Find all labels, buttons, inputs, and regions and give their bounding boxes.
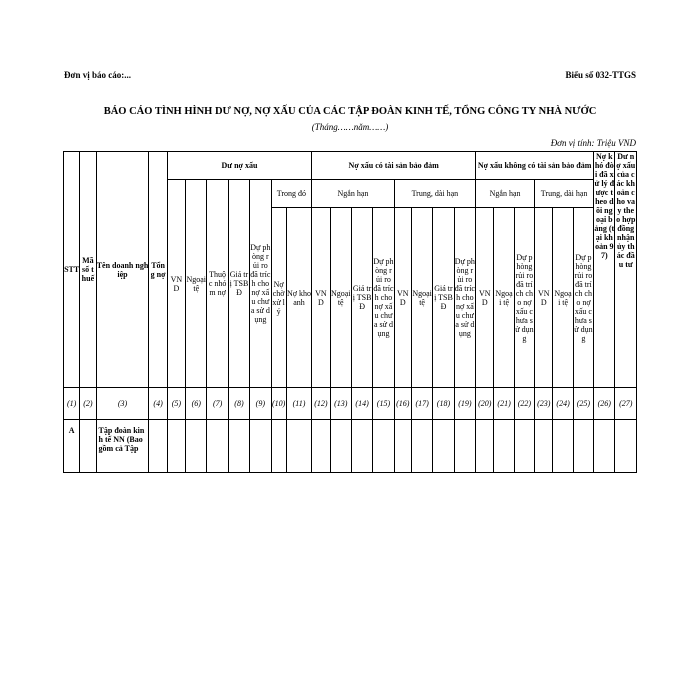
col-number: (21): [494, 388, 514, 420]
col-number: (2): [80, 388, 96, 420]
col-co-tsbd-tdh-vnd: VND: [394, 208, 411, 388]
table-cell: [594, 420, 615, 473]
col-number: (22): [514, 388, 534, 420]
table-cell: [271, 420, 286, 473]
report-period: (Tháng……năm……): [311, 122, 389, 132]
col-co-tsbd-tdh-ngoai-te: Ngoại tệ: [411, 208, 432, 388]
col-number: (26): [594, 388, 615, 420]
col-number: (3): [96, 388, 149, 420]
table-cell: [80, 420, 96, 473]
col-number: (19): [454, 388, 475, 420]
col-khong-tsbd-trung-dai-han: Trung, dài hạn: [535, 180, 594, 208]
table-cell: [494, 420, 514, 473]
table-cell: [330, 420, 351, 473]
col-number: (17): [411, 388, 432, 420]
col-number: (23): [535, 388, 553, 420]
col-number: (7): [207, 388, 228, 420]
table-cell: [615, 420, 637, 473]
table-row: [64, 420, 637, 473]
col-no-kho-doi: Nợ khó đòi đã xử lý được theo dõi ngoại bảng (tại khoản 97): [594, 152, 615, 388]
col-number: (18): [433, 388, 454, 420]
reporting-unit-label: Đơn vị báo cáo:...: [64, 70, 131, 80]
col-du-phong: Dự phòng rủi ro đã trích cho nợ xấu chưa sử dụng: [250, 180, 271, 388]
report-title: BÁO CÁO TÌNH HÌNH DƯ NỢ, NỢ XẤU CỦA CÁC TẬP ĐOÀN KINH TẾ, TỔNG CÔNG TY NHÀ NƯỚC: [103, 106, 597, 117]
group-no-xau-co-tsbd: Nợ xấu có tài sản bảo đảm: [312, 152, 476, 180]
col-khong-tsbd-nh-vnd: VND: [476, 208, 494, 388]
col-number: (27): [615, 388, 637, 420]
col-khong-tsbd-tdh-vnd: VND: [535, 208, 553, 388]
col-vnd: VND: [167, 180, 185, 388]
col-stt: STT: [64, 152, 80, 388]
table-cell: [373, 420, 394, 473]
table-cell: [454, 420, 475, 473]
report-table: [63, 151, 637, 473]
col-co-tsbd-ngan-han: Ngắn hạn: [312, 180, 394, 208]
form-number: Biểu số 032-TTGS: [565, 70, 636, 80]
table-cell: [312, 420, 330, 473]
table-cell: [167, 420, 185, 473]
table-cell: [476, 420, 494, 473]
col-number: (1): [64, 388, 80, 420]
table-cell: [351, 420, 372, 473]
table-cell: [286, 420, 311, 473]
col-co-tsbd-tdh-gia-tri-tsbd: Giá trị TSBĐ: [433, 208, 454, 388]
col-du-no-xau-uy-thac: Dư nợ xấu của các khoản cho vay theo hợp đồng nhận ủy thác đầu tư: [615, 152, 637, 388]
col-number: (8): [228, 388, 249, 420]
col-khong-tsbd-nh-ngoai-te: Ngoại tệ: [494, 208, 514, 388]
col-number: (16): [394, 388, 411, 420]
col-number: (12): [312, 388, 330, 420]
table-cell: [228, 420, 249, 473]
table-cell: [535, 420, 553, 473]
col-gia-tri-tsbd: Giá trị TSBĐ: [228, 180, 249, 388]
col-number: (6): [186, 388, 207, 420]
group-no-xau-khong-tsbd: Nợ xấu không có tài sản bảo đảm: [476, 152, 594, 180]
col-number: (9): [250, 388, 271, 420]
col-khong-tsbd-ngan-han: Ngắn hạn: [476, 180, 535, 208]
col-co-tsbd-tdh-du-phong: Dự phòng rủi ro đã trích cho nợ xấu chưa sử dụng: [454, 208, 475, 388]
table-cell: [149, 420, 167, 473]
col-ngoai-te: Ngoại tệ: [186, 180, 207, 388]
col-co-tsbd-nh-ngoai-te: Ngoại tệ: [330, 208, 351, 388]
col-co-tsbd-trung-dai-han: Trung, dài hạn: [394, 180, 475, 208]
col-thuoc-nhom-no: Thuộc nhóm nợ: [207, 180, 228, 388]
col-ma-so-thue: Mã số thuế: [80, 152, 96, 388]
table-cell: [573, 420, 593, 473]
col-number: (14): [351, 388, 372, 420]
table-cell: [514, 420, 534, 473]
row-a-name: Tập đoàn kinh tế NN (Bao gồm cả Tập: [96, 420, 149, 473]
col-number: (11): [286, 388, 311, 420]
col-khong-tsbd-nh-du-phong: Dự phòng rủi ro đã trích cho nợ xấu chưa sử dụng: [514, 208, 534, 388]
table-cell: [394, 420, 411, 473]
col-number: (20): [476, 388, 494, 420]
col-number: (15): [373, 388, 394, 420]
col-co-tsbd-nh-vnd: VND: [312, 208, 330, 388]
col-no-khoanh: Nợ khoanh: [286, 208, 311, 388]
col-ten-doanh-nghiep: Tên doanh nghiệp: [96, 152, 149, 388]
row-a-stt: A: [64, 420, 80, 473]
col-number: (10): [271, 388, 286, 420]
table-cell: [433, 420, 454, 473]
col-number: (25): [573, 388, 593, 420]
currency-unit: Đơn vị tính: Triệu VND: [550, 138, 636, 148]
col-number: (13): [330, 388, 351, 420]
table-cell: [411, 420, 432, 473]
col-number: (24): [553, 388, 573, 420]
col-khong-tsbd-tdh-ngoai-te: Ngoại tệ: [553, 208, 573, 388]
table-cell: [186, 420, 207, 473]
column-number-row: [64, 388, 637, 420]
table-cell: [553, 420, 573, 473]
col-number: (4): [149, 388, 167, 420]
col-number: (5): [167, 388, 185, 420]
col-tong-no: Tổng nợ: [149, 152, 167, 388]
col-khong-tsbd-tdh-du-phong: Dự phòng rủi ro đã trích cho nợ xấu chưa sử dụng: [573, 208, 593, 388]
col-no-cho-xu-ly: Nợ chờ xử lý: [271, 208, 286, 388]
table-cell: [207, 420, 228, 473]
col-co-tsbd-nh-du-phong: Dự phòng rủi ro đã trích cho nợ xấu chưa sử dụng: [373, 208, 394, 388]
col-co-tsbd-nh-gia-tri-tsbd: Giá trị TSBĐ: [351, 208, 372, 388]
col-trong-do: Trong đó: [271, 180, 312, 208]
table-cell: [250, 420, 271, 473]
group-du-no-xau: Dư nợ xấu: [167, 152, 311, 180]
